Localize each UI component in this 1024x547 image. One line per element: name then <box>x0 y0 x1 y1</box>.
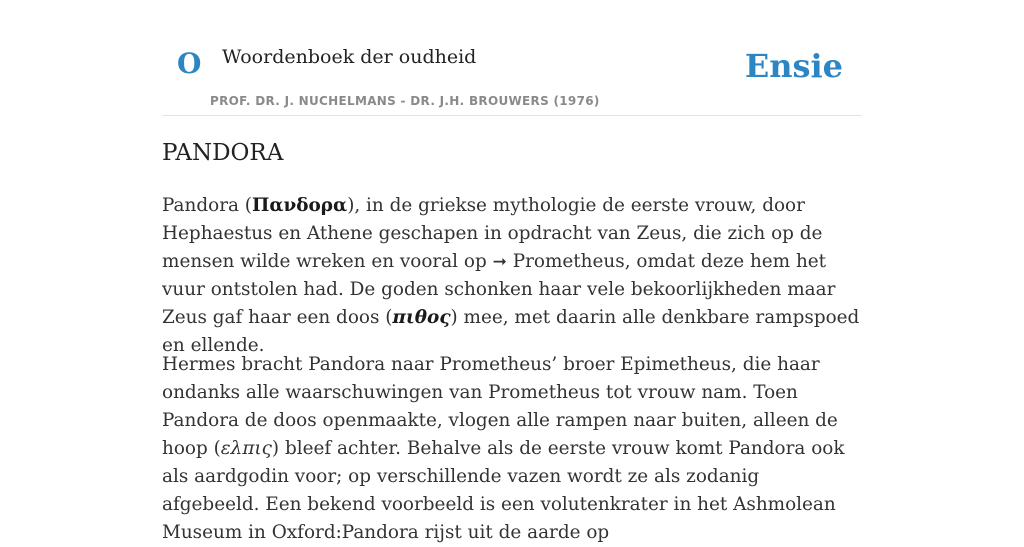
text: Pandora ( <box>162 195 252 216</box>
text: ), in de griekse mythologie de eerste vrouw, door Hephaestus en Athene geschapen in opdracht van Zeus, die zich op de mensen wilde wreken en vooral op <box>162 195 823 272</box>
book-title[interactable]: Woordenboek der oudheid <box>222 46 477 68</box>
greek-term: Πανδορα <box>251 195 348 216</box>
page <box>162 0 862 543</box>
book-authors: PROF. DR. J. NUCHELMANS - DR. J.H. BROUWERS (1976) <box>210 94 600 108</box>
greek-term: ελπις <box>220 438 272 459</box>
text: , omdat deze hem het vuur ontstolen had. De goden schonken haar vele bekoorlijkheden maar Zeus gaf haar een doos ( <box>162 251 836 328</box>
greek-term: πιθος <box>392 307 451 328</box>
text: Hermes bracht Pandora naar Prometheus’ broer Epimetheus, die haar ondanks alle waarschuwingen van Prometheus tot vrouw nam. Toen Pandora de doos openmaakte, vlogen alle rampen naar buiten, alleen de hoop ( <box>162 354 838 459</box>
text: ) bleef achter. Behalve als de eerste vrouw komt Pandora ook als aardgodin voor; op verschillende vazen wordt ze als zodanig afgebeeld. Een bekend voorbeeld is een volutenkrater in het Ashmolean Museum in Oxford:Pandora rijst uit de aarde op <box>162 438 845 543</box>
dictionary-header <box>162 0 862 116</box>
cross-reference-arrow-icon: ➞ <box>492 252 507 272</box>
prometheus-link[interactable]: Prometheus <box>512 251 625 272</box>
entry-paragraph-2 <box>162 351 862 547</box>
text: ) mee, met daarin alle denkbare rampspoed en ellende. <box>162 307 860 356</box>
section-letter[interactable]: O <box>177 47 202 80</box>
entry-paragraph-1 <box>162 192 862 360</box>
entry-title: PANDORA <box>162 140 284 166</box>
ensie-logo-link[interactable]: Ensie <box>744 47 843 85</box>
